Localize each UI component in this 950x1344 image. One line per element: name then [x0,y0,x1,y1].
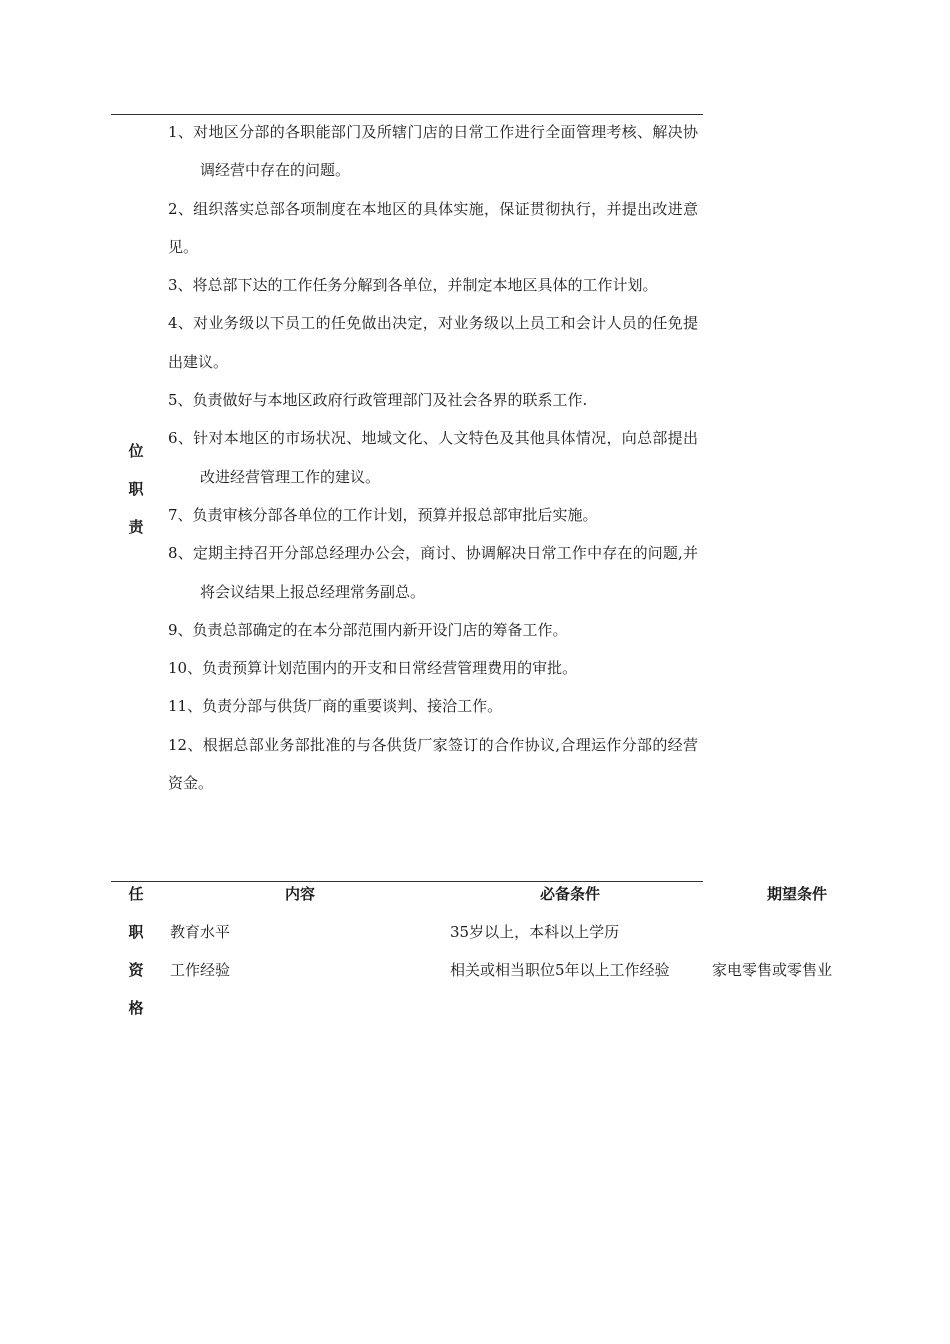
header-required: 必备条件 [540,885,601,903]
duty-item: 4、对业务级以下员工的任免做出决定，对业务级以上员工和会计人员的任免提出建议。 [168,314,698,371]
duty-item: 10、负责预算计划范围内的开支和日常经营管理费用的审批。 [168,659,578,678]
row-experience-expected: 家电零售或零售业 [712,961,833,979]
duty-item: 6、针对本地区的市场状况、地域文化、人文特色及其他具体情况，向总部提出改进经营管理工作的建议。 [168,429,698,486]
duties-label-char: 责 [128,518,144,536]
row-experience-required: 相关或相当职位5年以上工作经验 [450,961,670,979]
duties-section-label [126,432,146,546]
duty-item: 11、负责分部与供货厂商的重要谈判、接洽工作。 [168,697,503,716]
duties-list [168,113,698,802]
qualifications-label-char: 任 [128,885,144,903]
row-experience-content: 工作经验 [170,961,231,979]
duties-label-char: 位 [128,442,144,460]
duties-label-char: 职 [128,480,144,498]
duty-item: 3、将总部下达的工作任务分解到各单位，并制定本地区具体的工作计划。 [168,276,658,295]
qualifications-section-label [126,875,146,1027]
duty-item: 2、组织落实总部各项制度在本地区的具体实施，保证贯彻执行，并提出改进意见。 [168,199,698,256]
qualifications-divider [111,881,703,882]
header-content: 内容 [285,885,316,903]
qualifications-label-char: 格 [128,999,144,1017]
qualifications-label-char: 资 [128,961,144,979]
duty-item: 1、对地区分部的各职能部门及所辖门店的日常工作进行全面管理考核、解决协调经营中存在的问题。 [168,123,698,180]
duty-item: 7、负责审核分部各单位的工作计划，预算并报总部审批后实施。 [168,505,598,524]
row-education-content: 教育水平 [170,923,231,941]
duty-item: 12、根据总部业务部批准的与各供货厂家签订的合作协议,合理运作分部的经营资金。 [168,735,698,793]
duty-item: 9、负责总部确定的在本分部范围内新开设门店的筹备工作。 [168,620,568,639]
duty-item: 5、负责做好与本地区政府行政管理部门及社会各界的联系工作. [168,391,588,410]
qualifications-label-char: 职 [128,923,144,941]
row-education-required: 35岁以上，本科以上学历 [450,923,620,941]
header-expected: 期望条件 [767,885,828,903]
duty-item: 8、定期主持召开分部总经理办公会，商讨、协调解决日常工作中存在的问题,并将会议结果上报总经理常务副总。 [168,544,698,601]
